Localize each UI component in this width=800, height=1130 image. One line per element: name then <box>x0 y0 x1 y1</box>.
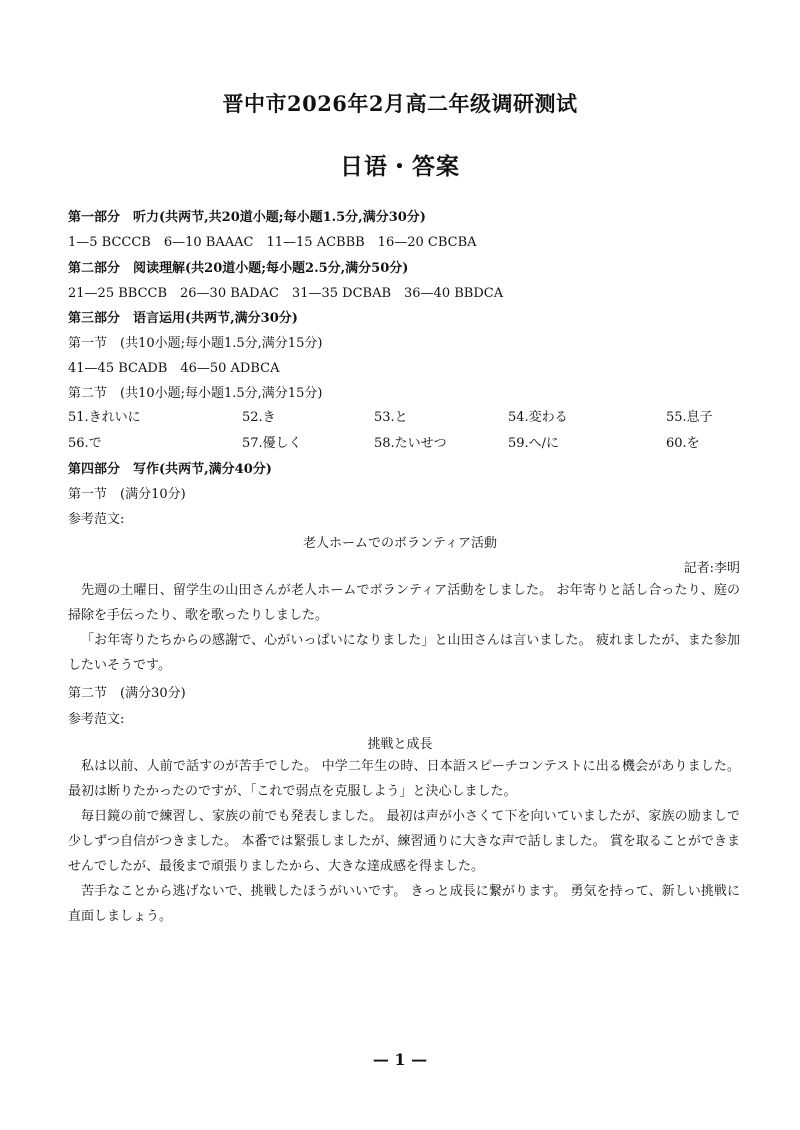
answer-55: 55.息子 <box>666 410 713 425</box>
part4-heading: 第四部分 写作(共两节,满分40分) <box>68 462 272 477</box>
page-subtitle: 日语・答案 <box>340 153 460 180</box>
answer-52: 52.き <box>242 410 276 425</box>
part3-section1-answers: 41—45 BCADB 46—50 ADBCA <box>68 361 280 376</box>
answer-56: 56.で <box>68 436 102 451</box>
answer-54: 54.変わる <box>508 410 568 425</box>
part3-section2-heading: 第二节 (共10小题;每小题1.5分,满分15分) <box>68 386 323 401</box>
essay2-paragraph-1: 私は以前、人前で話すのが苦手でした。 中学二年生の時、日本語スピーチコンテストに出る機会がありました。 最初は断りたかったのですが、「これで弱点を克服しよう」と決心しました。 <box>68 759 740 799</box>
part3-heading: 第三部分 语言运用(共两节,满分30分) <box>68 311 298 326</box>
part2-answers: 21—25 BBCCB 26—30 BADAC 31—35 DCBAB 36—40 BBDCA <box>68 286 504 301</box>
answer-57: 57.優しく <box>242 436 302 451</box>
part1-answers: 1—5 BCCCB 6—10 BAAAC 11—15 ACBBB 16—20 CBCBA <box>68 235 477 250</box>
page-title: 晋中市2026年2月高二年级调研测试 <box>222 91 578 116</box>
answer-60: 60.を <box>666 436 700 451</box>
part2-heading: 第二部分 阅读理解(共20道小题;每小题2.5分,满分50分) <box>68 261 409 276</box>
part1-heading: 第一部分 听力(共两节,共20道小题;每小题1.5分,满分30分) <box>68 210 426 225</box>
essay1-title: 老人ホームでのボランティア活動 <box>303 536 497 551</box>
part4-section1-ref-label: 参考范文: <box>68 512 125 527</box>
part3-section1-heading: 第一节 (共10小题;每小题1.5分,满分15分) <box>68 336 323 351</box>
answer-53: 53.と <box>374 410 408 425</box>
part4-section2-ref-label: 参考范文: <box>68 712 125 727</box>
part4-section2-heading: 第二节 (满分30分) <box>68 686 186 701</box>
answer-51: 51.きれいに <box>68 410 141 425</box>
essay1-paragraph-2: 「お年寄りたちからの感謝で、心がいっぱいになりました」と山田さんは言いました。 疲れましたが、また参加したいそうです。 <box>68 633 740 673</box>
essay1-paragraph-1: 先週の土曜日、留学生の山田さんが老人ホームでボランティア活動をしました。 お年寄りと話し合ったり、庭の掃除を手伝ったり、歌を歌ったりしました。 <box>68 583 740 623</box>
part4-section1-heading: 第一节 (满分10分) <box>68 487 186 502</box>
essay2-title: 挑戦と成長 <box>367 737 433 752</box>
essay2-paragraph-3: 苦手なことから逃げないで、挑戦したほうがいいです。 きっと成長に繋がります。 勇気を持って、新しい挑戦に直面しましょう。 <box>68 884 740 924</box>
essay2-paragraph-2: 毎日鏡の前で練習し、家族の前でも発表しました。 最初は声が小さくて下を向いていましたが、家族の励ましで少しずつ自信がつきました。 本番では緊張しましたが、練習通りに大きな声で話しました。 賞を取ることができませんでしたが、最後まで頑張りましたから、大きな達成感を得ました。 <box>68 809 740 874</box>
answer-59: 59.へ/に <box>508 436 560 451</box>
answer-58: 58.たいせつ <box>374 436 447 451</box>
page-number: — 1 — <box>372 1050 428 1069</box>
essay1-author: 記者:李明 <box>683 561 740 576</box>
